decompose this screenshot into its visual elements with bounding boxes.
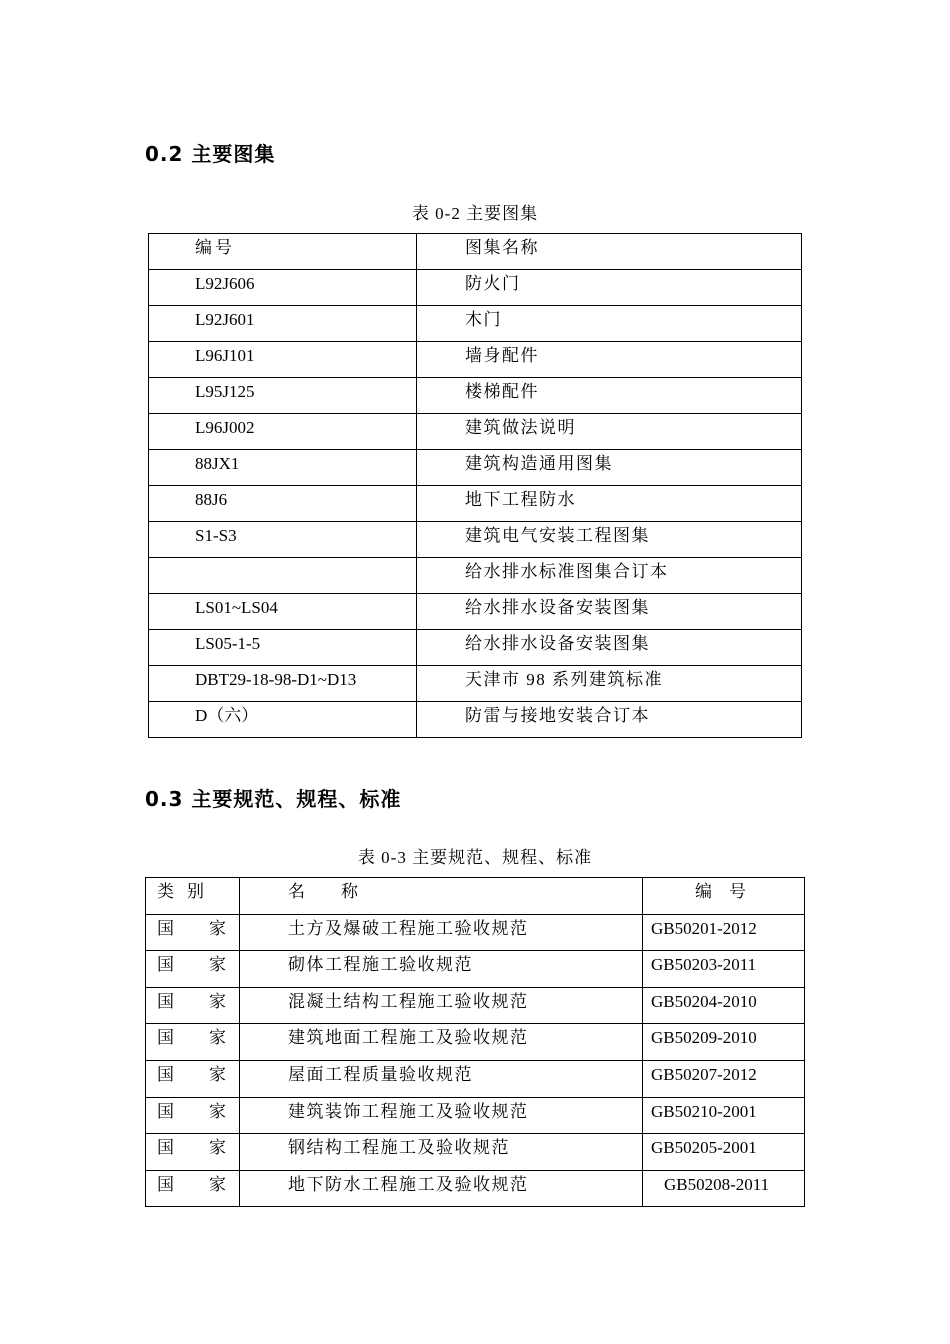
standard-code: GB50205-2001 bbox=[643, 1134, 805, 1171]
table-row bbox=[146, 1170, 805, 1207]
category-char: 家 bbox=[209, 955, 228, 975]
atlas-code: L92J606 bbox=[149, 270, 417, 306]
category-char: 家 bbox=[209, 1028, 228, 1048]
atlas-table bbox=[148, 233, 802, 738]
atlas-name: 给水排水标准图集合订本 bbox=[417, 558, 802, 594]
category-cell bbox=[146, 987, 240, 1024]
category-char: 国 bbox=[157, 955, 176, 975]
atlas-code bbox=[149, 558, 417, 594]
table-caption-0-3: 表 0-3 主要规范、规程、标准 bbox=[357, 848, 593, 867]
atlas-code: 88J6 bbox=[149, 486, 417, 522]
table-row bbox=[149, 666, 802, 702]
category-cell bbox=[146, 1024, 240, 1061]
header-category: 类 别 bbox=[146, 878, 240, 915]
category-char: 家 bbox=[209, 918, 228, 938]
category-cell bbox=[146, 1060, 240, 1097]
category-cell bbox=[146, 1097, 240, 1134]
atlas-code: LS01~LS04 bbox=[149, 594, 417, 630]
atlas-name: 楼梯配件 bbox=[417, 378, 802, 414]
standard-name: 混凝土结构工程施工验收规范 bbox=[240, 987, 643, 1024]
standard-code: GB50203-2011 bbox=[643, 951, 805, 988]
atlas-code: DBT29-18-98-D1~D13 bbox=[149, 666, 417, 702]
standards-table bbox=[145, 877, 805, 1207]
section-heading-0-2: 0.2 主要图集 bbox=[145, 142, 276, 166]
standard-code: GB50208-2011 bbox=[643, 1170, 805, 1207]
category-cell bbox=[146, 1170, 240, 1207]
standard-name: 建筑装饰工程施工及验收规范 bbox=[240, 1097, 643, 1134]
standard-code: GB50207-2012 bbox=[643, 1060, 805, 1097]
atlas-code: S1-S3 bbox=[149, 522, 417, 558]
category-char: 国 bbox=[157, 1174, 176, 1194]
table-row bbox=[149, 558, 802, 594]
atlas-name: 建筑电气安装工程图集 bbox=[417, 522, 802, 558]
table-row bbox=[149, 414, 802, 450]
table-row bbox=[146, 1097, 805, 1134]
category-char: 家 bbox=[209, 991, 228, 1011]
category-char: 家 bbox=[209, 1174, 228, 1194]
standard-code: GB50209-2010 bbox=[643, 1024, 805, 1061]
standard-name: 钢结构工程施工及验收规范 bbox=[240, 1134, 643, 1171]
atlas-name: 防火门 bbox=[417, 270, 802, 306]
atlas-name: 木门 bbox=[417, 306, 802, 342]
table-row bbox=[149, 522, 802, 558]
category-cell bbox=[146, 951, 240, 988]
atlas-code: 88JX1 bbox=[149, 450, 417, 486]
standard-name: 砌体工程施工验收规范 bbox=[240, 951, 643, 988]
atlas-name: 地下工程防水 bbox=[417, 486, 802, 522]
table-header-row bbox=[146, 878, 805, 915]
atlas-name: 墙身配件 bbox=[417, 342, 802, 378]
table-row bbox=[149, 702, 802, 738]
table-header-row bbox=[149, 234, 802, 270]
standard-code: GB50210-2001 bbox=[643, 1097, 805, 1134]
table-row bbox=[149, 270, 802, 306]
table-caption-0-2: 表 0-2 主要图集 bbox=[411, 204, 539, 223]
atlas-name: 建筑做法说明 bbox=[417, 414, 802, 450]
atlas-name: 天津市 98 系列建筑标准 bbox=[417, 666, 802, 702]
table-row bbox=[149, 594, 802, 630]
category-char: 国 bbox=[157, 991, 176, 1011]
atlas-code: L92J601 bbox=[149, 306, 417, 342]
atlas-code: D（六） bbox=[149, 702, 417, 738]
category-char: 国 bbox=[157, 1101, 176, 1121]
atlas-name: 防雷与接地安装合订本 bbox=[417, 702, 802, 738]
category-char: 国 bbox=[157, 1028, 176, 1048]
table-row bbox=[149, 306, 802, 342]
atlas-code: LS05-1-5 bbox=[149, 630, 417, 666]
table-row bbox=[146, 1134, 805, 1171]
table-row bbox=[146, 1024, 805, 1061]
table-row bbox=[149, 486, 802, 522]
header-code: 编号 bbox=[149, 234, 417, 270]
category-char: 国 bbox=[157, 1064, 176, 1084]
standard-code: GB50204-2010 bbox=[643, 987, 805, 1024]
category-cell bbox=[146, 914, 240, 951]
table-row bbox=[146, 914, 805, 951]
atlas-code: L95J125 bbox=[149, 378, 417, 414]
standard-name: 建筑地面工程施工及验收规范 bbox=[240, 1024, 643, 1061]
category-cell bbox=[146, 1134, 240, 1171]
table-row bbox=[149, 450, 802, 486]
atlas-name: 给水排水设备安装图集 bbox=[417, 630, 802, 666]
header-name: 名 称 bbox=[240, 878, 643, 915]
atlas-name: 给水排水设备安装图集 bbox=[417, 594, 802, 630]
category-char: 家 bbox=[209, 1138, 228, 1158]
table-row bbox=[146, 987, 805, 1024]
category-char: 国 bbox=[157, 1138, 176, 1158]
table-row bbox=[146, 951, 805, 988]
category-char: 国 bbox=[157, 918, 176, 938]
standard-name: 地下防水工程施工及验收规范 bbox=[240, 1170, 643, 1207]
category-char: 家 bbox=[209, 1101, 228, 1121]
header-code: 编 号 bbox=[643, 878, 805, 915]
section-heading-0-3: 0.3 主要规范、规程、标准 bbox=[145, 787, 402, 811]
table-row bbox=[146, 1060, 805, 1097]
atlas-name: 建筑构造通用图集 bbox=[417, 450, 802, 486]
atlas-code: L96J002 bbox=[149, 414, 417, 450]
standard-code: GB50201-2012 bbox=[643, 914, 805, 951]
table-row bbox=[149, 378, 802, 414]
table-row bbox=[149, 342, 802, 378]
atlas-code: L96J101 bbox=[149, 342, 417, 378]
category-char: 家 bbox=[209, 1064, 228, 1084]
header-name: 图集名称 bbox=[417, 234, 802, 270]
standard-name: 屋面工程质量验收规范 bbox=[240, 1060, 643, 1097]
standard-name: 土方及爆破工程施工验收规范 bbox=[240, 914, 643, 951]
table-row bbox=[149, 630, 802, 666]
